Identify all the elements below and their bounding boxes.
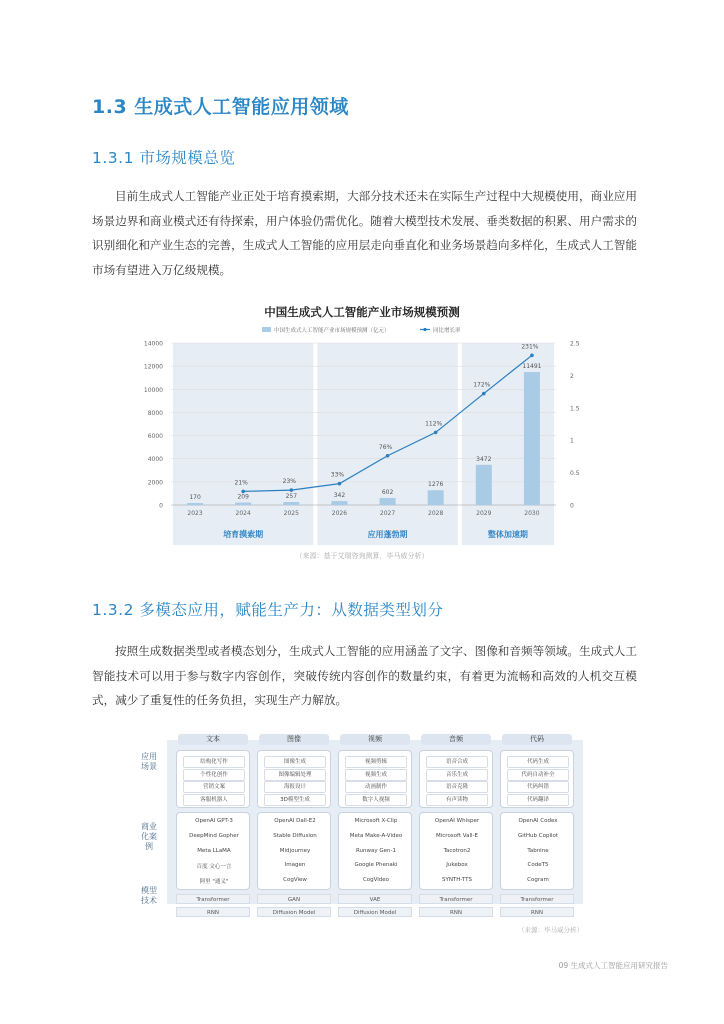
diagram-column-3 xyxy=(419,734,493,924)
product-item: Meta Make-A-Video xyxy=(349,832,403,839)
products-card xyxy=(176,812,250,890)
bar xyxy=(331,501,347,505)
y-tick-label: 6000 xyxy=(147,433,163,441)
phase-label: 整体加速期 xyxy=(487,530,528,539)
x-tick-label: 2025 xyxy=(283,510,299,517)
growth-rate-label: 21% xyxy=(234,479,248,487)
scene-item: 代码自动补全 xyxy=(507,769,569,781)
tech-item: Transformer xyxy=(500,894,574,904)
y2-tick-label: 0.5 xyxy=(570,470,580,478)
product-item: Meta LLaMA xyxy=(197,847,231,854)
product-item: Midjourney xyxy=(279,847,311,854)
y2-tick-label: 2.5 xyxy=(570,340,580,348)
subsection-title-multimodal: 1.3.2 多模态应用，赋能生产力：从数据类型划分 xyxy=(92,601,444,619)
paragraph-market: 目前生成式人工智能产业正处于培育摸索期，大部分技术还未在实际生产过程中大规模使用，商业应用场景边界和商业模式还有待探索，用户体验仍需优化。随着大模型技术发展、垂类数据的积累、用户需求的识别细化和产业生态的完善，生成式人工智能的应用层走向垂直化和业务场景趋向多样化，生成式人工智能市场有望进入万亿级规模。 xyxy=(92,189,637,277)
scenes-card xyxy=(500,750,574,808)
y2-tick-label: 1.5 xyxy=(570,405,580,413)
column-header: 音频 xyxy=(421,734,491,745)
product-item: DeepMind Gopher xyxy=(189,832,239,839)
diagram-source-caption: （来源：毕马威分析） xyxy=(518,926,583,934)
multimodal-application-diagram xyxy=(141,728,583,934)
bar xyxy=(187,503,203,505)
product-item: OpenAI Whisper xyxy=(434,818,480,824)
y-tick-label: 0 xyxy=(159,502,163,510)
column-header: 图像 xyxy=(259,734,329,745)
y-tick-label: 8000 xyxy=(147,409,163,417)
legend-marker-line xyxy=(423,328,426,331)
legend-label-bar: 中国生成式人工智能产业市场规模预测（亿元） xyxy=(274,328,390,334)
section-title: 1.3 生成式人工智能应用领域 xyxy=(92,96,349,118)
tech-item: RNN xyxy=(419,907,493,917)
product-item: Jukebox xyxy=(446,862,468,869)
bar-value-label: 257 xyxy=(285,493,298,501)
scene-item: 数字人视频 xyxy=(345,794,407,806)
scene-item: 有声读物 xyxy=(426,794,488,806)
bar-value-label: 170 xyxy=(189,494,201,502)
chart-title: 中国生成式人工智能产业市场规模预测 xyxy=(264,305,460,319)
growth-rate-label: 33% xyxy=(330,471,345,479)
bar xyxy=(380,498,396,505)
product-item: OpenAI Dall-E2 xyxy=(274,818,316,824)
product-item: GitHub Copilot xyxy=(517,832,559,839)
y-tick-label: 2000 xyxy=(147,479,163,487)
product-item: OpenAI Codex xyxy=(518,818,558,824)
growth-rate-label: 112% xyxy=(425,420,443,428)
bar xyxy=(476,465,492,505)
scenes-card xyxy=(176,750,250,808)
y-tick-label: 14000 xyxy=(143,340,163,348)
x-tick-label: 2028 xyxy=(428,510,444,517)
bar-value-label: 1276 xyxy=(428,481,444,489)
product-item: Cogram xyxy=(527,877,549,884)
legend-label-line: 同比增长率 xyxy=(433,328,461,334)
phase-label: 培育摸索期 xyxy=(223,530,264,539)
growth-rate-point xyxy=(530,354,534,358)
tech-item: Transformer xyxy=(419,894,493,904)
bar xyxy=(428,490,444,505)
scene-item: 图像编辑处理 xyxy=(264,769,326,781)
bar xyxy=(283,502,299,505)
tech-item: GAN xyxy=(257,894,331,904)
scene-item: 3D模型生成 xyxy=(264,794,326,806)
scene-item: 视频剪辑 xyxy=(345,756,407,768)
product-item: 百度 文心一言 xyxy=(196,864,232,871)
diagram-column-0 xyxy=(176,734,250,924)
product-item: Microsoft X-Clip xyxy=(354,818,398,824)
bar xyxy=(524,372,540,505)
bar-value-label: 3472 xyxy=(476,455,492,463)
x-tick-label: 2027 xyxy=(379,510,396,517)
scene-item: 动画制作 xyxy=(345,781,407,793)
product-item: SYNTH-TTS xyxy=(441,877,473,884)
tech-item: Diffusion Model xyxy=(257,907,331,917)
y-tick-label: 12000 xyxy=(143,363,163,371)
y2-tick-label: 2 xyxy=(570,372,574,380)
growth-rate-point xyxy=(338,482,342,486)
product-item: Tacotron2 xyxy=(443,847,471,854)
row-label-scenes: 应用场景 xyxy=(141,752,157,771)
product-item: 阿里 "通义" xyxy=(199,879,229,886)
column-header: 文本 xyxy=(178,734,248,745)
product-item: CodeT5 xyxy=(527,862,549,869)
tech-item: RNN xyxy=(500,907,574,917)
products-card xyxy=(338,812,412,890)
tech-item: Diffusion Model xyxy=(338,907,412,917)
scene-item: 代码纠错 xyxy=(507,781,569,793)
x-tick-label: 2026 xyxy=(331,510,348,517)
products-card xyxy=(500,812,574,890)
y2-tick-label: 0 xyxy=(570,502,574,510)
diagram-column-1 xyxy=(257,734,331,924)
scenes-card xyxy=(419,750,493,808)
phase-label: 应用蓬勃期 xyxy=(367,530,408,539)
product-item: Microsoft Vall-E xyxy=(436,832,478,839)
diagram-column-2 xyxy=(338,734,412,924)
x-tick-label: 2030 xyxy=(524,510,540,517)
growth-rate-point xyxy=(386,454,390,458)
scene-item: 语音合成 xyxy=(426,756,488,768)
bar-value-label: 342 xyxy=(333,492,346,500)
bar-value-label: 11491 xyxy=(522,363,542,371)
scene-item: 结构化写作 xyxy=(183,756,245,768)
scene-item: 语音克隆 xyxy=(426,781,488,793)
scene-item: 视频生成 xyxy=(345,769,407,781)
growth-rate-label: 76% xyxy=(378,443,393,451)
product-item: Stable Diffusion xyxy=(273,832,317,839)
scene-item: 图像生成 xyxy=(264,756,326,768)
legend-swatch-bar xyxy=(262,327,271,332)
subsection-title-market: 1.3.1 市场规模总览 xyxy=(92,149,236,167)
chart-source-caption: （来源：基于艾瑞咨询测算，毕马威分析） xyxy=(295,552,429,560)
y2-tick-label: 1 xyxy=(570,437,574,445)
column-header: 视频 xyxy=(340,734,410,745)
scene-item: 个性化创作 xyxy=(183,769,245,781)
scene-item: 海报设计 xyxy=(264,781,326,793)
column-header: 代码 xyxy=(502,734,572,745)
bar xyxy=(235,503,251,505)
bar-value-label: 209 xyxy=(237,493,249,501)
product-item: Google Phenaki xyxy=(354,862,398,869)
scene-item: 音乐生成 xyxy=(426,769,488,781)
x-tick-label: 2024 xyxy=(235,510,251,517)
row-label-products: 商业化案例 xyxy=(141,822,157,851)
growth-rate-label: 23% xyxy=(282,478,296,486)
x-tick-label: 2023 xyxy=(187,510,203,517)
tech-item: Transformer xyxy=(176,894,250,904)
page-footer: 09 生成式人工智能应用研究报告 xyxy=(558,961,668,970)
y-tick-label: 10000 xyxy=(143,386,163,394)
diagram-column-4 xyxy=(500,734,574,924)
growth-rate-label: 231% xyxy=(521,343,539,351)
tech-item: RNN xyxy=(176,907,250,917)
product-item: Runway Gen-1 xyxy=(355,847,397,854)
scene-item: 代码生成 xyxy=(507,756,569,768)
x-tick-label: 2029 xyxy=(476,510,492,517)
products-card xyxy=(419,812,493,890)
product-item: CogVideo xyxy=(362,877,390,884)
growth-rate-point xyxy=(241,490,245,494)
row-label-tech: 模型技术 xyxy=(141,886,157,905)
scenes-card xyxy=(338,750,412,808)
growth-rate-label: 172% xyxy=(473,381,491,389)
growth-rate-point xyxy=(482,392,486,396)
scene-item: 营销文案 xyxy=(183,781,245,793)
products-card xyxy=(257,812,331,890)
product-item: Tabnine xyxy=(527,847,549,854)
tech-item: VAE xyxy=(338,894,412,904)
product-item: Imagen xyxy=(284,862,306,869)
product-item: OpenAI GPT-3 xyxy=(195,818,233,824)
paragraph-multimodal: 按照生成数据类型或者模态划分，生成式人工智能的应用涵盖了文字、图像和音频等领域。生成式人工智能技术可以用于参与数字内容创作，突破传统内容创作的数量约束，有着更为流畅和高效的人机交互模式，减少了重复性的任务负担，实现生产力解放。 xyxy=(92,644,637,707)
growth-rate-point xyxy=(290,488,294,492)
scene-item: 代码翻译 xyxy=(507,794,569,806)
scene-item: 客服机器人 xyxy=(183,794,245,806)
y-tick-label: 4000 xyxy=(147,456,163,464)
growth-rate-point xyxy=(434,431,438,435)
product-item: CogView xyxy=(283,877,307,884)
scenes-card xyxy=(257,750,331,808)
bar-value-label: 602 xyxy=(381,489,394,497)
